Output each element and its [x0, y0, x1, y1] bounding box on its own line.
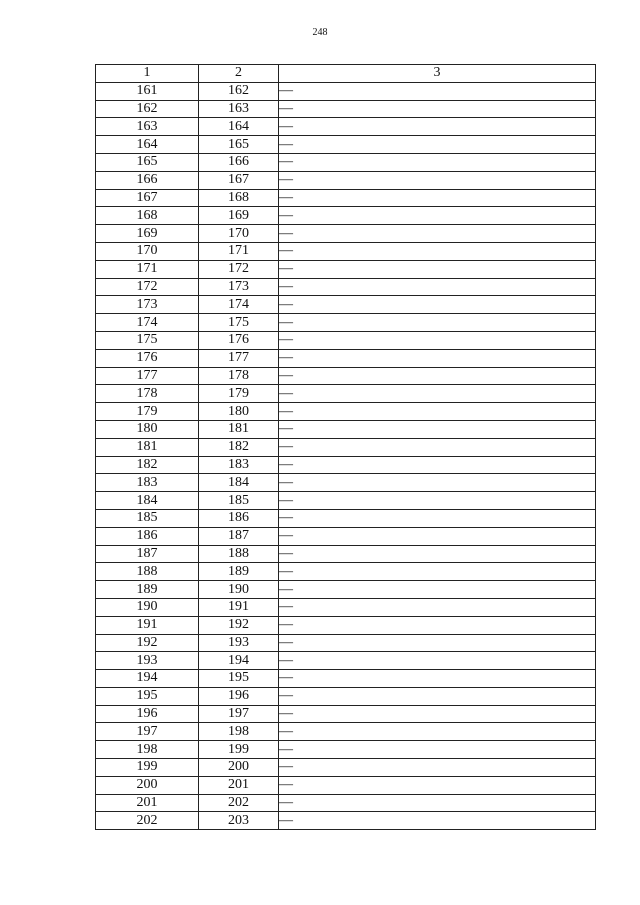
table-cell-col-2: 197: [199, 705, 279, 723]
table-cell-col-3: —: [279, 456, 596, 474]
table-cell-col-2: 162: [199, 82, 279, 100]
table-cell-col-3: —: [279, 118, 596, 136]
table-row: [96, 314, 596, 332]
table-cell-col-3: —: [279, 705, 596, 723]
table-row: [96, 723, 596, 741]
column-header-1: 1: [96, 65, 199, 83]
table-cell-col-1: 196: [96, 705, 199, 723]
table-row: [96, 82, 596, 100]
table-cell-col-3: —: [279, 100, 596, 118]
table-cell-col-2: 183: [199, 456, 279, 474]
table-cell-col-2: 173: [199, 278, 279, 296]
table-cell-col-2: 175: [199, 314, 279, 332]
table-cell-col-1: 182: [96, 456, 199, 474]
table-cell-col-2: 168: [199, 189, 279, 207]
table-row: [96, 225, 596, 243]
table-cell-col-3: —: [279, 670, 596, 688]
table-cell-col-2: 193: [199, 634, 279, 652]
table-cell-col-1: 175: [96, 331, 199, 349]
table-cell-col-2: 165: [199, 136, 279, 154]
table-row: [96, 563, 596, 581]
table-cell-col-3: —: [279, 545, 596, 563]
table-cell-col-1: 167: [96, 189, 199, 207]
table-cell-col-2: 188: [199, 545, 279, 563]
table-cell-col-2: 184: [199, 474, 279, 492]
table-cell-col-2: 195: [199, 670, 279, 688]
table-cell-col-3: —: [279, 527, 596, 545]
table-cell-col-3: —: [279, 492, 596, 510]
table-cell-col-1: 169: [96, 225, 199, 243]
table-cell-col-3: —: [279, 260, 596, 278]
table-row: [96, 456, 596, 474]
table-cell-col-2: 169: [199, 207, 279, 225]
table-cell-col-1: 177: [96, 367, 199, 385]
table-cell-col-2: 203: [199, 812, 279, 830]
table-cell-col-2: 192: [199, 616, 279, 634]
table-cell-col-1: 163: [96, 118, 199, 136]
table-cell-col-3: —: [279, 438, 596, 456]
table-row: [96, 652, 596, 670]
table-cell-col-1: 171: [96, 260, 199, 278]
table-cell-col-2: 177: [199, 349, 279, 367]
table-cell-col-2: 198: [199, 723, 279, 741]
table-cell-col-3: —: [279, 794, 596, 812]
table-cell-col-1: 194: [96, 670, 199, 688]
table-cell-col-1: 199: [96, 759, 199, 777]
table-cell-col-1: 195: [96, 687, 199, 705]
table-cell-col-1: 193: [96, 652, 199, 670]
table-cell-col-2: 166: [199, 153, 279, 171]
table-row: [96, 136, 596, 154]
table-cell-col-3: —: [279, 314, 596, 332]
table-cell-col-3: —: [279, 189, 596, 207]
table-row: [96, 670, 596, 688]
table-cell-col-1: 165: [96, 153, 199, 171]
table-cell-col-2: 163: [199, 100, 279, 118]
table-cell-col-3: —: [279, 207, 596, 225]
column-header-2: 2: [199, 65, 279, 83]
table-cell-col-1: 166: [96, 171, 199, 189]
table-cell-col-3: —: [279, 171, 596, 189]
table-cell-col-1: 181: [96, 438, 199, 456]
table-cell-col-2: 176: [199, 331, 279, 349]
table-cell-col-1: 178: [96, 385, 199, 403]
table-cell-col-3: —: [279, 136, 596, 154]
table-cell-col-2: 191: [199, 598, 279, 616]
table-cell-col-1: 202: [96, 812, 199, 830]
table-cell-col-3: —: [279, 741, 596, 759]
table-cell-col-2: 189: [199, 563, 279, 581]
table-cell-col-3: —: [279, 759, 596, 777]
table-cell-col-1: 184: [96, 492, 199, 510]
table-cell-col-3: —: [279, 652, 596, 670]
table-cell-col-1: 200: [96, 776, 199, 794]
table-cell-col-3: —: [279, 776, 596, 794]
table-cell-col-3: —: [279, 82, 596, 100]
table-row: [96, 420, 596, 438]
table-cell-col-2: 181: [199, 420, 279, 438]
table-cell-col-1: 172: [96, 278, 199, 296]
page-number: 248: [312, 27, 328, 38]
table-cell-col-1: 180: [96, 420, 199, 438]
table-cell-col-1: 190: [96, 598, 199, 616]
table-row: [96, 492, 596, 510]
table-row: [96, 794, 596, 812]
table-cell-col-2: 202: [199, 794, 279, 812]
table-cell-col-1: 186: [96, 527, 199, 545]
table-row: [96, 581, 596, 599]
table-cell-col-1: 188: [96, 563, 199, 581]
table-cell-col-1: 164: [96, 136, 199, 154]
table-row: [96, 153, 596, 171]
table-row: [96, 812, 596, 830]
table-cell-col-2: 190: [199, 581, 279, 599]
column-header-3: 3: [279, 65, 596, 83]
table-cell-col-2: 180: [199, 403, 279, 421]
table-cell-col-1: 201: [96, 794, 199, 812]
table-cell-col-3: —: [279, 403, 596, 421]
table-row: [96, 260, 596, 278]
data-table: [95, 64, 596, 830]
table-cell-col-1: 174: [96, 314, 199, 332]
table-cell-col-3: —: [279, 723, 596, 741]
table-cell-col-2: 182: [199, 438, 279, 456]
table-cell-col-1: 197: [96, 723, 199, 741]
table-cell-col-3: —: [279, 474, 596, 492]
table-cell-col-1: 161: [96, 82, 199, 100]
table-row: [96, 474, 596, 492]
table-row: [96, 705, 596, 723]
table-row: [96, 616, 596, 634]
table-cell-col-1: 198: [96, 741, 199, 759]
table-row: [96, 189, 596, 207]
table-header-row: [96, 65, 596, 83]
table-row: [96, 545, 596, 563]
table-cell-col-3: —: [279, 563, 596, 581]
table-cell-col-2: 174: [199, 296, 279, 314]
table-cell-col-2: 164: [199, 118, 279, 136]
table-cell-col-3: —: [279, 598, 596, 616]
table-cell-col-3: —: [279, 509, 596, 527]
table-cell-col-1: 168: [96, 207, 199, 225]
table-cell-col-2: 201: [199, 776, 279, 794]
table-cell-col-2: 172: [199, 260, 279, 278]
table-row: [96, 509, 596, 527]
table-cell-col-1: 162: [96, 100, 199, 118]
table-cell-col-2: 187: [199, 527, 279, 545]
table-cell-col-1: 185: [96, 509, 199, 527]
table-cell-col-2: 196: [199, 687, 279, 705]
table-cell-col-3: —: [279, 296, 596, 314]
table-row: [96, 349, 596, 367]
table-cell-col-2: 179: [199, 385, 279, 403]
table-row: [96, 634, 596, 652]
table-cell-col-3: —: [279, 349, 596, 367]
table-row: [96, 687, 596, 705]
table-row: [96, 171, 596, 189]
table-cell-col-2: 170: [199, 225, 279, 243]
table-cell-col-3: —: [279, 278, 596, 296]
table-row: [96, 100, 596, 118]
table-row: [96, 385, 596, 403]
table-cell-col-2: 185: [199, 492, 279, 510]
table-cell-col-1: 191: [96, 616, 199, 634]
table-body: [96, 82, 596, 829]
table-cell-col-1: 173: [96, 296, 199, 314]
table-cell-col-3: —: [279, 385, 596, 403]
table-cell-col-1: 183: [96, 474, 199, 492]
table-cell-col-3: —: [279, 153, 596, 171]
table-cell-col-2: 186: [199, 509, 279, 527]
table-cell-col-2: 167: [199, 171, 279, 189]
table-row: [96, 367, 596, 385]
table-cell-col-2: 200: [199, 759, 279, 777]
table-row: [96, 242, 596, 260]
table-row: [96, 331, 596, 349]
table-row: [96, 759, 596, 777]
table-row: [96, 438, 596, 456]
table-cell-col-2: 199: [199, 741, 279, 759]
table-cell-col-3: —: [279, 616, 596, 634]
table-cell-col-2: 178: [199, 367, 279, 385]
table-cell-col-1: 176: [96, 349, 199, 367]
table-cell-col-1: 192: [96, 634, 199, 652]
table-cell-col-3: —: [279, 331, 596, 349]
table-cell-col-1: 179: [96, 403, 199, 421]
table-cell-col-1: 189: [96, 581, 199, 599]
table-row: [96, 741, 596, 759]
table-row: [96, 278, 596, 296]
table-cell-col-3: —: [279, 225, 596, 243]
table-row: [96, 296, 596, 314]
table-cell-col-3: —: [279, 581, 596, 599]
table-row: [96, 118, 596, 136]
table-cell-col-3: —: [279, 634, 596, 652]
table-row: [96, 207, 596, 225]
table-cell-col-3: —: [279, 420, 596, 438]
table-cell-col-3: —: [279, 367, 596, 385]
table-row: [96, 527, 596, 545]
table-cell-col-2: 171: [199, 242, 279, 260]
table-cell-col-2: 194: [199, 652, 279, 670]
table-row: [96, 403, 596, 421]
table-row: [96, 598, 596, 616]
table-cell-col-1: 170: [96, 242, 199, 260]
table-cell-col-1: 187: [96, 545, 199, 563]
table-cell-col-3: —: [279, 812, 596, 830]
table-cell-col-3: —: [279, 687, 596, 705]
table-row: [96, 776, 596, 794]
table-cell-col-3: —: [279, 242, 596, 260]
